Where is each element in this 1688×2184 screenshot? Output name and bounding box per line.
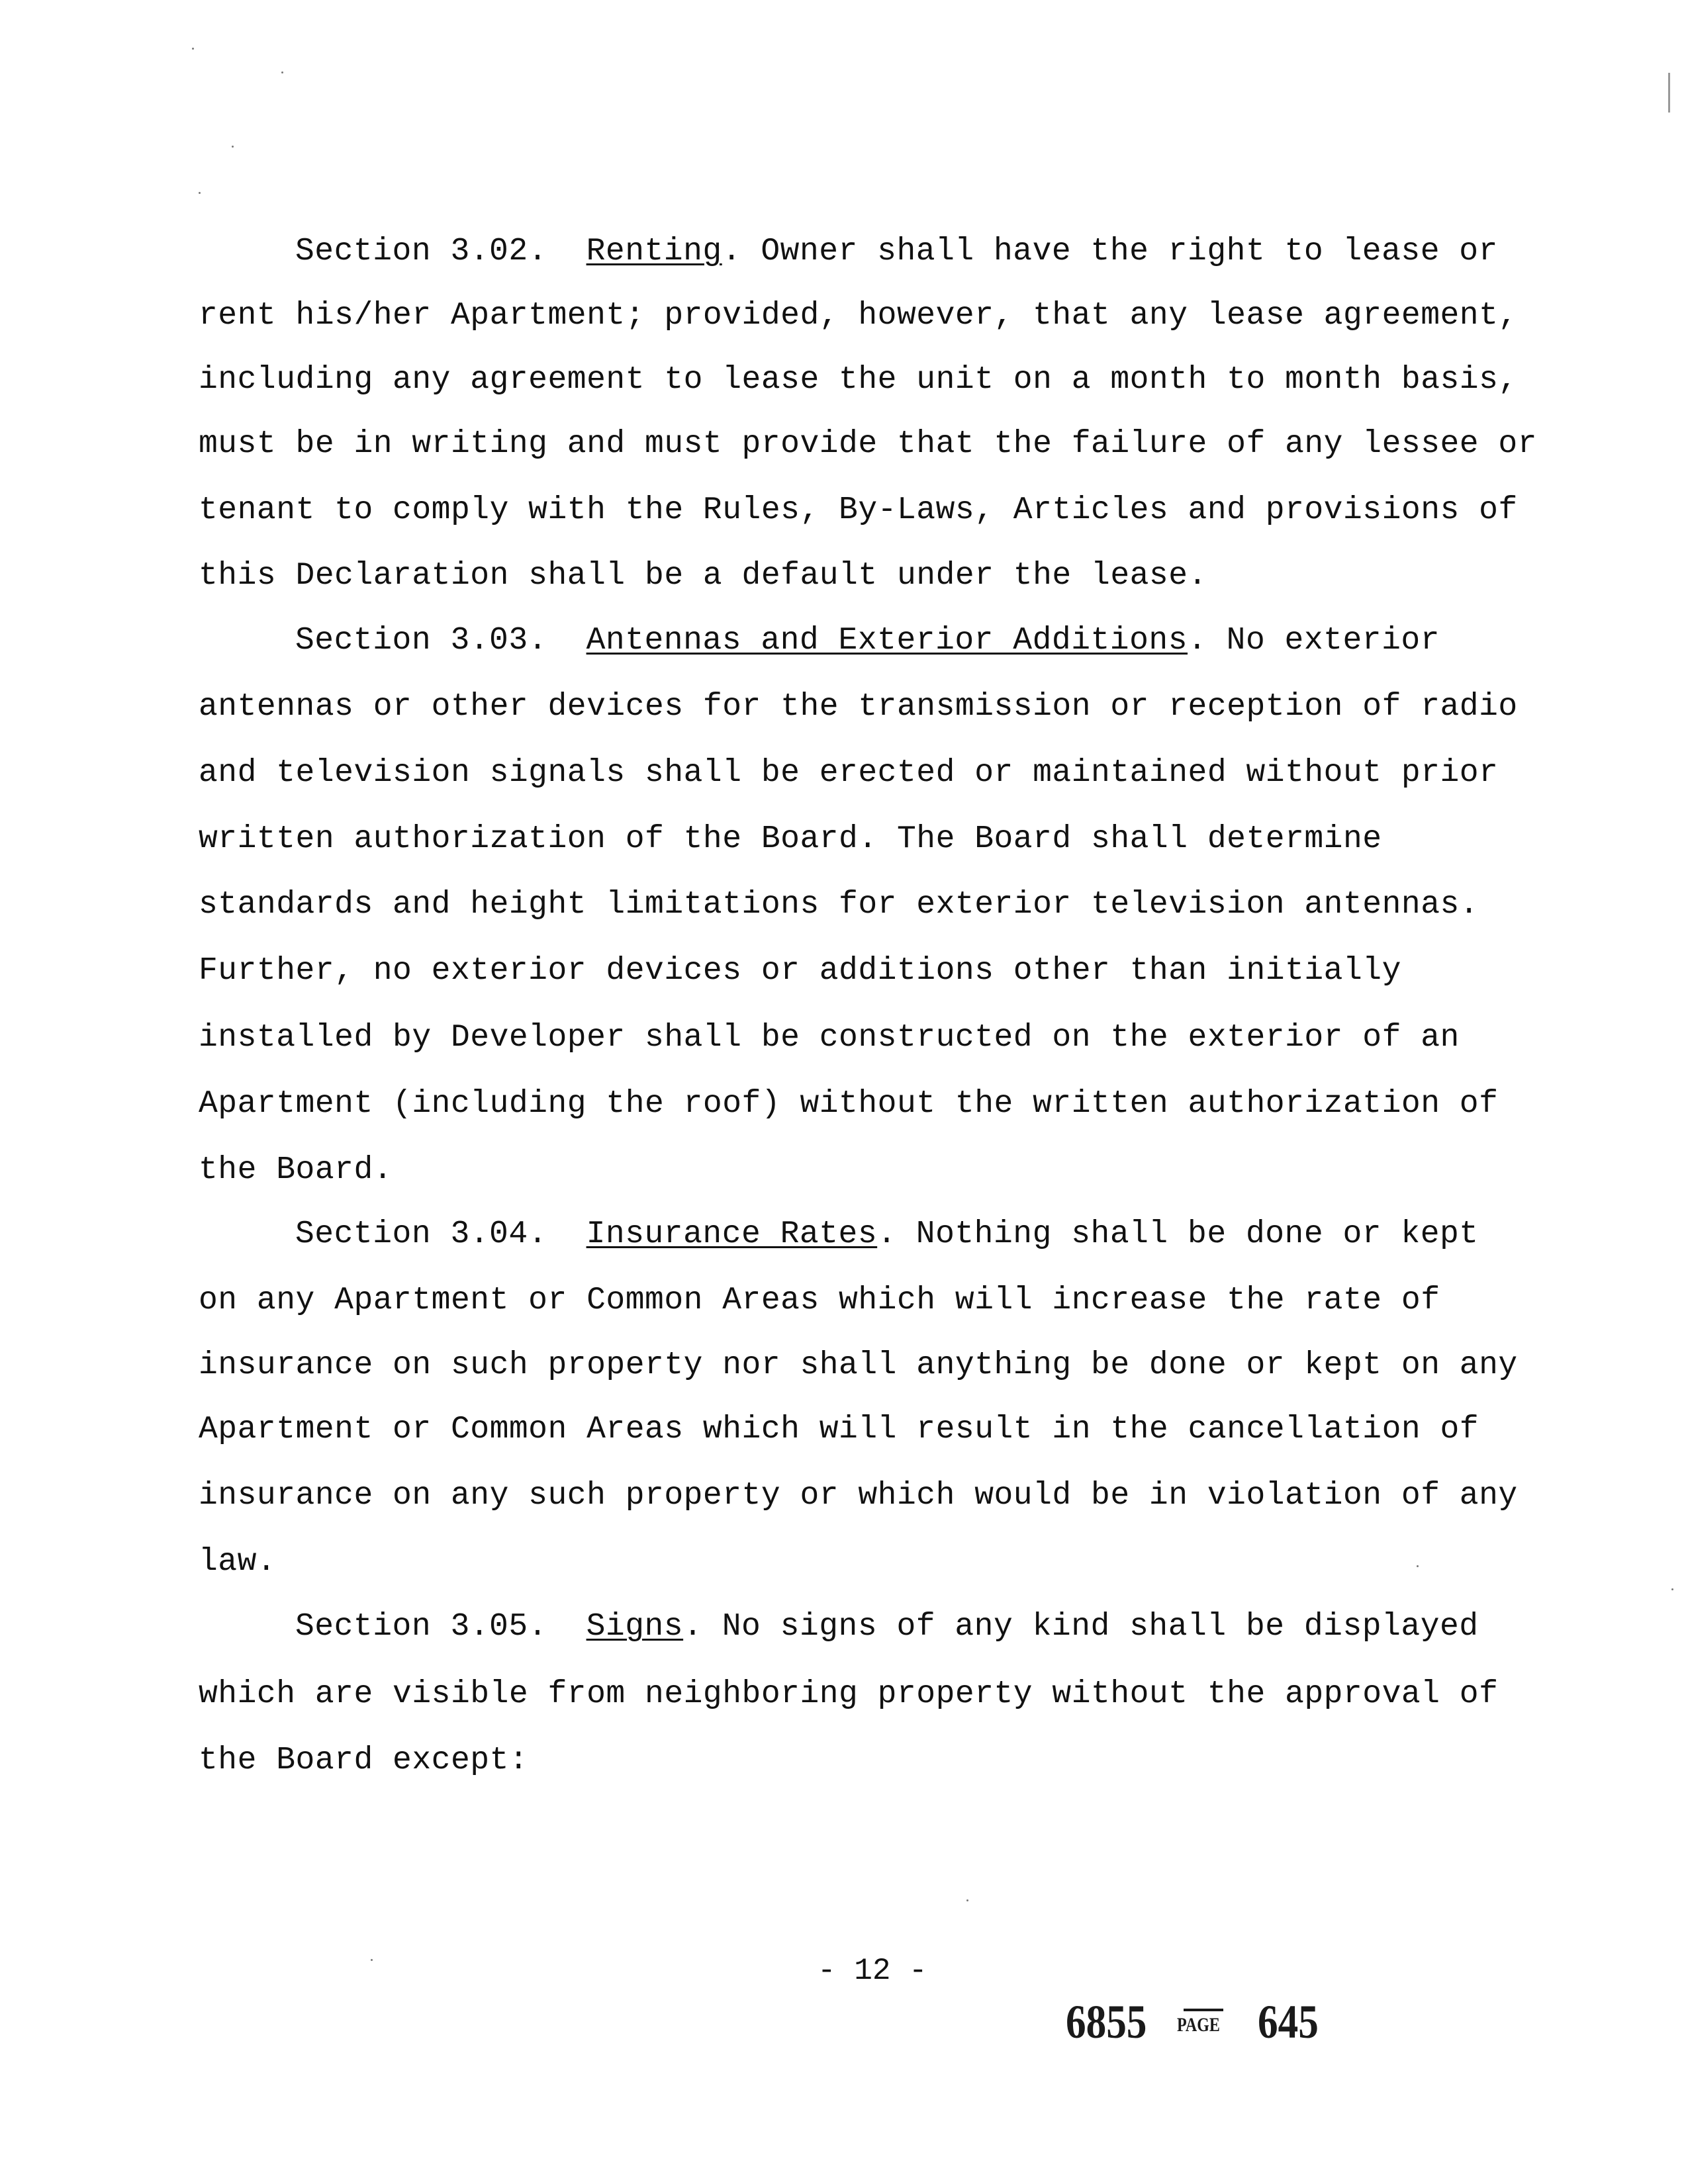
section-3-02-line-5: tenant to comply with the Rules, By-Laws, Articles and provisions of	[199, 492, 1518, 528]
section-3-02-line-4: must be in writing and must provide that the failure of any lessee or	[199, 426, 1538, 462]
section-3-05-heading: Section 3.05.	[295, 1609, 547, 1645]
section-3-04-line-6: law.	[199, 1544, 277, 1580]
scan-speck	[1671, 1588, 1673, 1590]
scan-speck	[192, 48, 194, 50]
scan-speck	[199, 192, 201, 194]
stamp-page-label: PAGE	[1177, 2014, 1220, 2036]
section-3-05-line-1	[295, 1607, 1479, 1647]
section-3-05-line-2: which are visible from neighboring property without the approval of	[199, 1676, 1499, 1712]
section-3-02-line-1	[295, 232, 1498, 271]
section-3-03-title: Antennas and Exterior Additions	[586, 623, 1188, 659]
section-3-05-text: . No signs of any kind shall be displayed	[683, 1609, 1479, 1645]
page-number: - 12 -	[818, 1954, 927, 1988]
section-3-03-line-7: installed by Developer shall be constructed on the exterior of an	[199, 1020, 1460, 1056]
section-3-03-line-5: standards and height limitations for exterior television antennas.	[199, 887, 1479, 923]
section-3-03-line-8: Apartment (including the roof) without the written authorization of	[199, 1086, 1499, 1122]
section-3-03-heading: Section 3.03.	[295, 623, 547, 659]
section-3-04-line-1	[295, 1214, 1479, 1254]
section-3-03-line-9: the Board.	[199, 1152, 393, 1188]
section-3-03-line-2: antennas or other devices for the transmission or reception of radio	[199, 689, 1518, 725]
section-3-03-line-3: and television signals shall be erected or maintained without prior	[199, 755, 1499, 791]
section-3-04-heading: Section 3.04.	[295, 1216, 547, 1252]
section-3-03-line-1	[295, 621, 1440, 660]
scan-speck	[1417, 1565, 1419, 1567]
stamp-book-number: 6855	[1066, 1995, 1147, 2048]
section-3-02-line-2: rent his/her Apartment; provided, however, that any lease agreement,	[199, 298, 1518, 334]
section-3-04-line-5: insurance on any such property or which would be in violation of any	[199, 1478, 1518, 1514]
section-3-05-line-3: the Board except:	[199, 1743, 529, 1778]
section-3-02-line-6: this Declaration shall be a default under the lease.	[199, 558, 1207, 594]
section-3-02-line-3: including any agreement to lease the unit on a month to month basis,	[199, 362, 1518, 398]
section-3-04-line-3: insurance on such property nor shall anything be done or kept on any	[199, 1347, 1518, 1383]
section-3-04-line-4: Apartment or Common Areas which will result in the cancellation of	[199, 1412, 1479, 1447]
stamp-overline	[1184, 2009, 1223, 2011]
section-3-03-text: . No exterior	[1188, 623, 1440, 659]
section-3-04-title: Insurance Rates	[586, 1216, 878, 1252]
scan-margin-mark	[1668, 73, 1670, 113]
section-3-02-text: . Owner shall have the right to lease or	[722, 234, 1498, 269]
section-3-04-line-2: on any Apartment or Common Areas which will increase the rate of	[199, 1283, 1440, 1318]
section-3-05-title: Signs	[586, 1609, 684, 1645]
section-3-04-text: . Nothing shall be done or kept	[877, 1216, 1479, 1252]
section-3-02-title: Renting	[586, 234, 722, 269]
stamp-page-number: 645	[1258, 1995, 1319, 2048]
scan-speck	[281, 71, 283, 73]
section-3-03-line-6: Further, no exterior devices or additions other than initially	[199, 953, 1401, 989]
scan-speck	[371, 1959, 373, 1961]
scan-speck	[232, 146, 234, 148]
section-3-02-heading: Section 3.02.	[295, 234, 547, 269]
section-3-03-line-4: written authorization of the Board. The Board shall determine	[199, 821, 1382, 857]
scan-speck	[966, 1899, 968, 1901]
